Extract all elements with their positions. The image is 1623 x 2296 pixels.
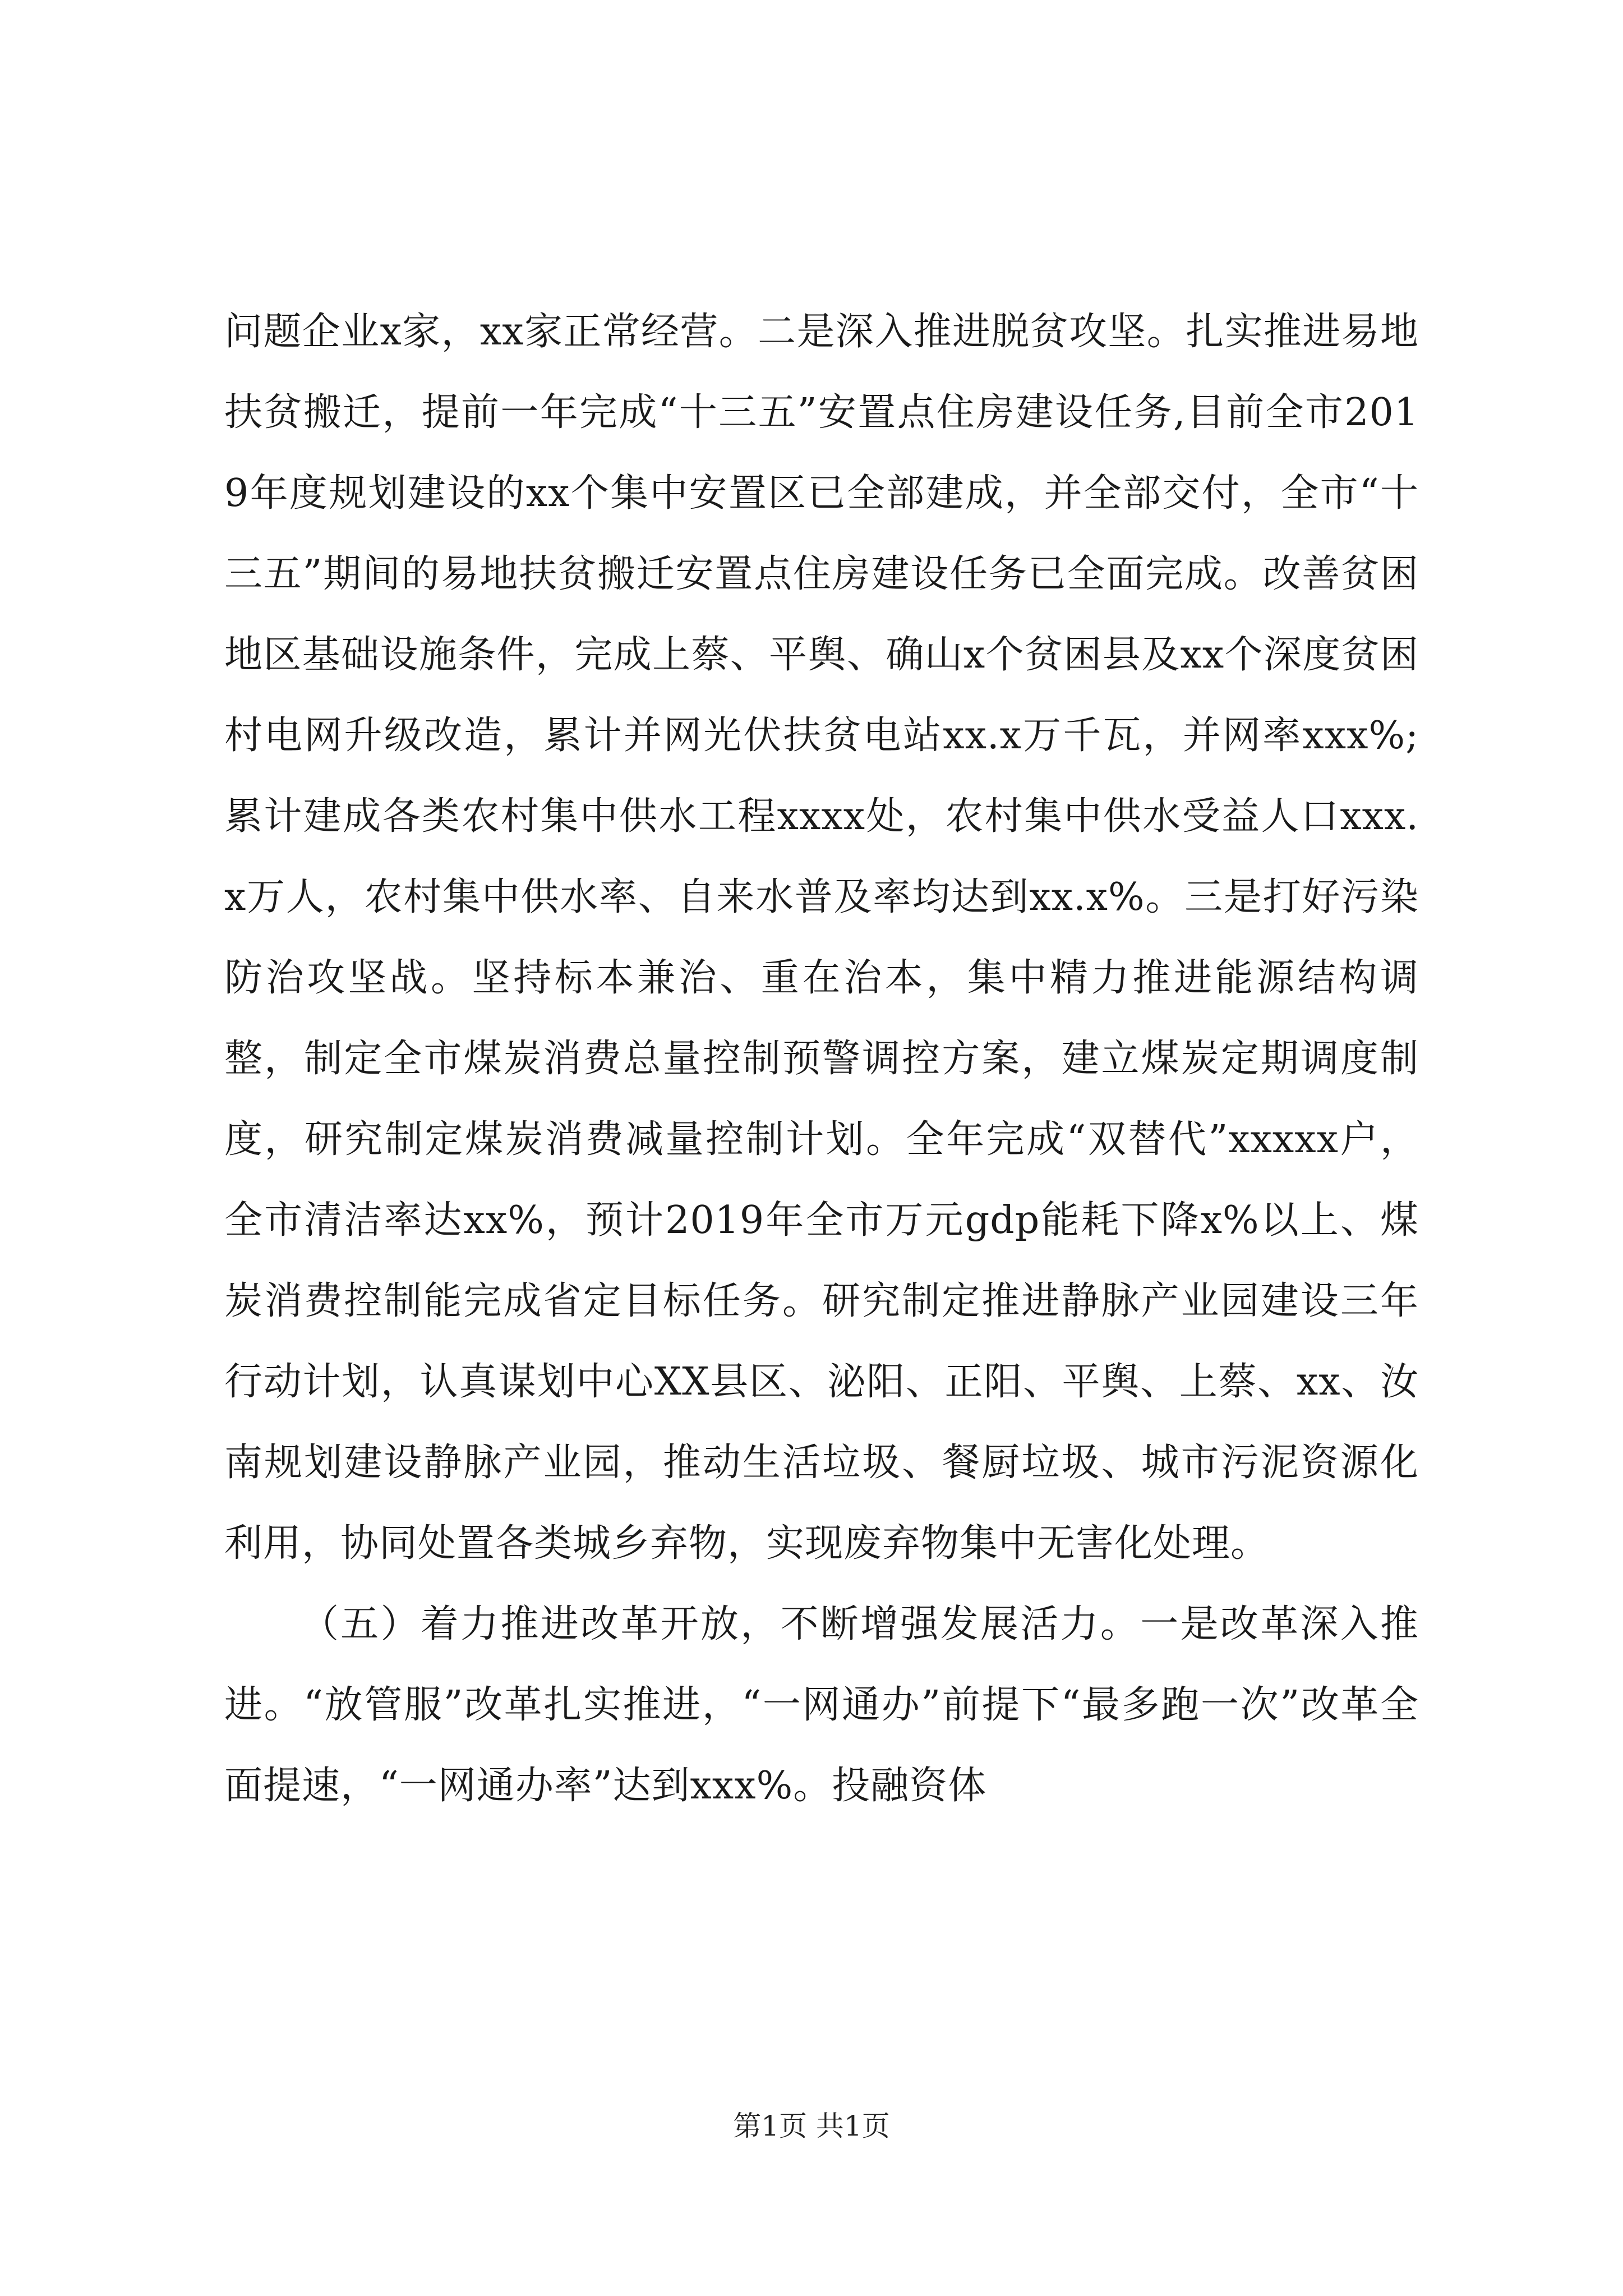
paragraph-1: 问题企业x家，xx家正常经营。二是深入推进脱贫攻坚。扎实推进易地扶贫搬迁，提前一年完成“十三五”安置点住房建设任务,目前全市2019年度规划建设的xx个集中安置区已全部建成，并全部交付，全市“十三五”期间的易地扶贫搬迁安置点住房建设任务已全面完成。改善贫困地区基础设施条件，完成上蔡、平舆、确山x个贫困县及xx个深度贫困村电网升级改造，累计并网光伏扶贫电站xx.x万千瓦，并网率xxx%;累计建成各类农村集中供水工程xxxx处，农村集中供水受益人口xxx.x万人，农村集中供水率、自来水普及率均达到xx.x%。三是打好污染防治攻坚战。坚持标本兼治、重在治本，集中精力推进能源结构调整，制定全市煤炭消费总量控制预警调控方案，建立煤炭定期调度制度，研究制定煤炭消费减量控制计划。全年完成“双替代”xxxxx户，全市清洁率达xx%，预计2019年全市万元gdp能耗下降x%以上、煤炭消费控制能完成省定目标任务。研究制定推进静脉产业园建设三年行动计划，认真谋划中心XX县区、泌阳、正阳、平舆、上蔡、xx、汝南规划建设静脉产业园，推动生活垃圾、餐厨垃圾、城市污泥资源化利用，协同处置各类城乡弃物，实现废弃物集中无害化处理。 xyxy=(224,310,1419,1566)
page-footer: 第1页 共1页 xyxy=(733,2110,890,2142)
paragraph-2: （五）着力推进改革开放，不断增强发展活力。一是改革深入推进。“放管服”改革扎实推进，“一网通办”前提下“最多跑一次”改革全面提速，“一网通办率”达到xxx%。投融资体 xyxy=(224,1602,1419,1808)
document-body xyxy=(224,292,1419,1826)
